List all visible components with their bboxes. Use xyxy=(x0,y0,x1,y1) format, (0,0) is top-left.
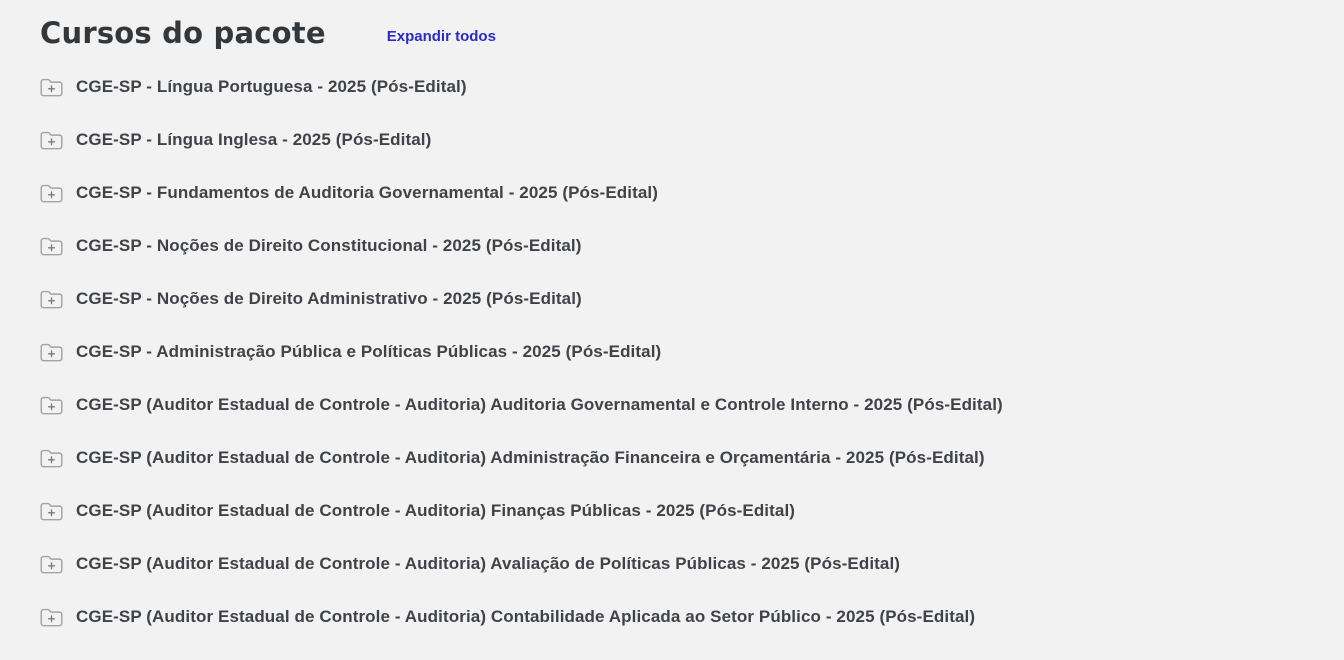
course-row[interactable] xyxy=(40,392,1344,418)
course-row[interactable] xyxy=(40,127,1344,153)
expand-all-link[interactable]: Expandir todos xyxy=(386,28,496,45)
course-row[interactable] xyxy=(40,233,1344,259)
folder-plus-icon[interactable] xyxy=(40,448,63,468)
folder-plus-icon[interactable] xyxy=(40,183,63,203)
course-title: CGE-SP - Noções de Direito Administrativo - 2025 (Pós-Edital) xyxy=(76,288,582,308)
folder-plus-icon[interactable] xyxy=(40,130,63,150)
course-title: CGE-SP - Administração Pública e Políticas Públicas - 2025 (Pós-Edital) xyxy=(76,341,662,361)
course-row[interactable] xyxy=(40,180,1344,206)
folder-plus-icon[interactable] xyxy=(40,342,63,362)
course-title: CGE-SP - Língua Inglesa - 2025 (Pós-Edital) xyxy=(76,129,432,149)
course-row[interactable] xyxy=(40,551,1344,577)
folder-plus-icon[interactable] xyxy=(40,607,63,627)
folder-plus-icon[interactable] xyxy=(40,289,63,309)
course-title: CGE-SP (Auditor Estadual de Controle - Auditoria) Administração Financeira e Orçamentária - 2025 (Pós-Edital) xyxy=(76,447,985,467)
course-title: CGE-SP - Fundamentos de Auditoria Governamental - 2025 (Pós-Edital) xyxy=(76,182,658,202)
folder-plus-icon[interactable] xyxy=(40,77,63,97)
course-title: CGE-SP (Auditor Estadual de Controle - Auditoria) Auditoria Governamental e Controle Interno - 2025 (Pós-Edital) xyxy=(76,394,1003,414)
course-title: CGE-SP (Auditor Estadual de Controle - Auditoria) Contabilidade Aplicada ao Setor Público - 2025 (Pós-Edital) xyxy=(76,606,976,626)
header xyxy=(40,12,1344,55)
folder-plus-icon[interactable] xyxy=(40,236,63,256)
course-title: CGE-SP (Auditor Estadual de Controle - Auditoria) Avaliação de Políticas Públicas - 2025 (Pós-Edital) xyxy=(76,553,901,573)
folder-plus-icon[interactable] xyxy=(40,554,63,574)
folder-plus-icon[interactable] xyxy=(40,395,63,415)
course-title: CGE-SP (Auditor Estadual de Controle - Auditoria) Finanças Públicas - 2025 (Pós-Edital) xyxy=(76,500,796,520)
course-row[interactable] xyxy=(40,498,1344,524)
course-row[interactable] xyxy=(40,74,1344,100)
course-row[interactable] xyxy=(40,339,1344,365)
course-row[interactable] xyxy=(40,604,1344,630)
course-title: CGE-SP - Língua Portuguesa - 2025 (Pós-Edital) xyxy=(76,76,467,96)
page-title: Cursos do pacote xyxy=(40,16,326,50)
course-row[interactable] xyxy=(40,286,1344,312)
course-title: CGE-SP - Noções de Direito Constitucional - 2025 (Pós-Edital) xyxy=(76,235,582,255)
course-list xyxy=(40,74,1344,630)
folder-plus-icon[interactable] xyxy=(40,501,63,521)
course-row[interactable] xyxy=(40,445,1344,471)
